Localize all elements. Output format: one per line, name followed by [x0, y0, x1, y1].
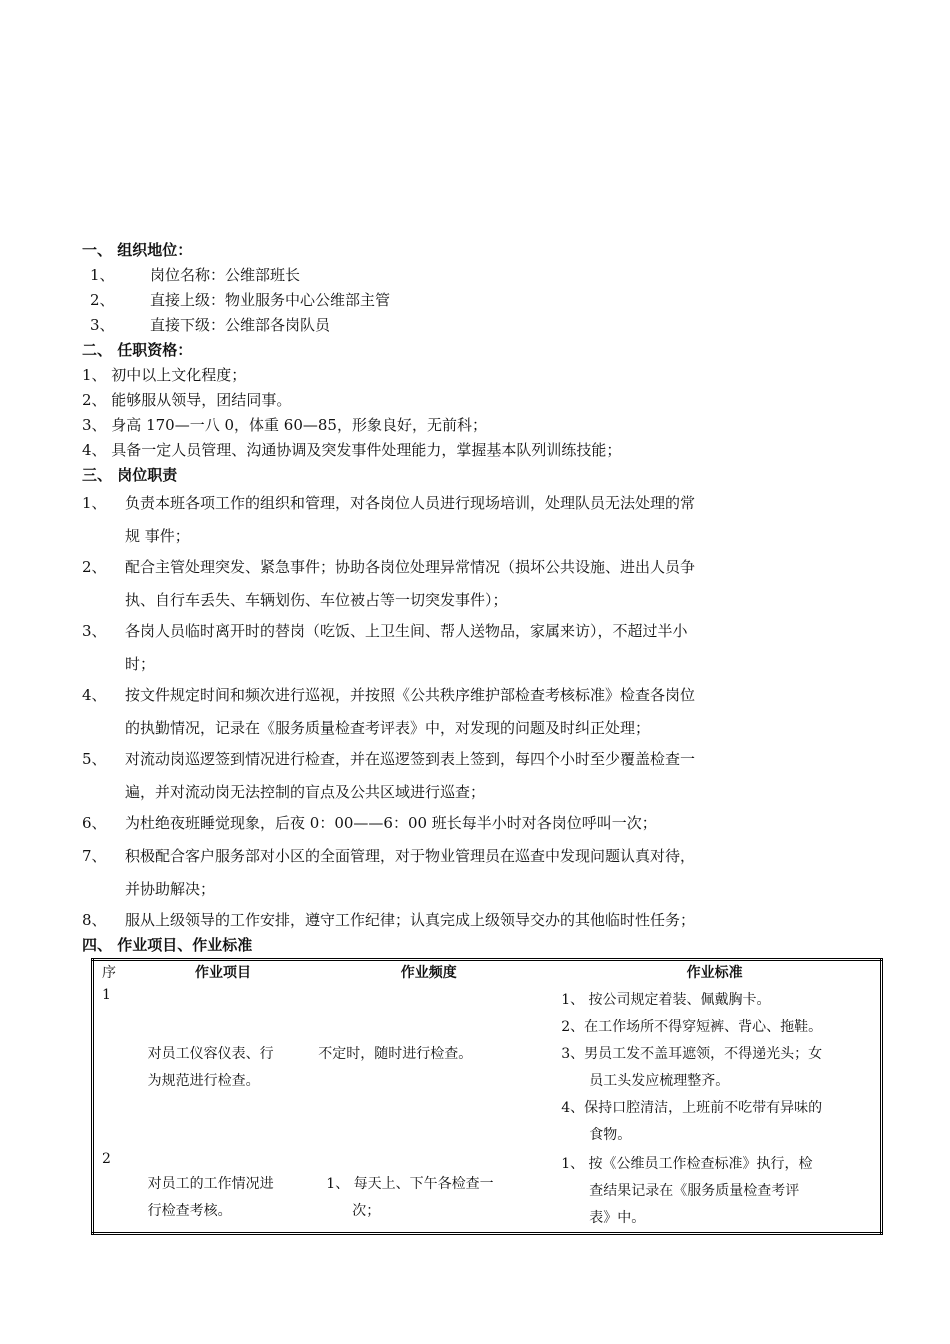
duty-num: 3、	[82, 622, 107, 640]
duty-text: 负责本班各项工作的组织和管理，对各岗位人员进行现场培训，处理队员无法处理的常	[125, 494, 696, 512]
table-row	[93, 985, 882, 1149]
standards-table	[91, 958, 883, 1235]
standard-line: 1、 按《公维员工作检查标准》执行，检	[561, 1156, 813, 1172]
duty-text: 为杜绝夜班睡觉现象，后夜 0：00——6：00 班长每半小时对各岗位呼叫一次；	[125, 814, 657, 832]
standard-line: 员工头发应梳理整齐。	[589, 1073, 730, 1089]
col-header-item: 作业项目	[194, 965, 251, 981]
duty-text: 按文件规定时间和频次进行巡视，并按照《公共秩序维护部检查考核标准》检查各岗位	[125, 686, 696, 704]
standard-line: 食物。	[589, 1127, 632, 1143]
section2-item: 4、 具备一定人员管理、沟通协调及突发事件处理能力，掌握基本队列训练技能；	[82, 441, 622, 459]
duty-text-cont: 的执勤情况，记录在《服务质量检查考评表》中，对发现的问题及时纠正处理；	[125, 719, 651, 737]
duty-num: 2、	[82, 558, 107, 576]
duty-num: 5、	[82, 750, 107, 768]
duty-text: 积极配合客户服务部对小区的全面管理，对于物业管理员在巡查中发现问题认真对待，	[125, 847, 696, 865]
section3-heading: 三、 岗位职责	[82, 466, 178, 484]
duty-num: 7、	[82, 847, 107, 865]
standard-line: 3、男员工发不盖耳遮领，不得递光头；女	[561, 1046, 823, 1062]
section2-heading: 二、 任职资格：	[82, 341, 193, 359]
section2-item: 1、 初中以上文化程度；	[82, 366, 247, 384]
duty-text-cont: 并协助解决；	[125, 880, 216, 898]
row-item-line: 对员工仪容仪表、行	[147, 1046, 274, 1062]
standard-line: 表》中。	[589, 1210, 646, 1226]
row-seq: 2	[102, 1151, 111, 1167]
duty-text-cont: 规 事件；	[125, 527, 190, 545]
section1-item-num: 1、	[90, 266, 115, 284]
section1-heading: 一、 组织地位：	[82, 241, 193, 259]
duty-num: 4、	[82, 686, 107, 704]
row-seq: 1	[102, 987, 111, 1003]
row-standard-cell	[549, 985, 881, 1149]
duty-num: 8、	[82, 911, 107, 929]
row-frequency-cell	[308, 985, 549, 1149]
row-item-line: 行检查考核。	[147, 1203, 232, 1219]
col-header-frequency: 作业频度	[400, 965, 457, 981]
col-header-standard: 作业标准	[686, 965, 743, 981]
duty-text: 服从上级领导的工作安排，遵守工作纪律；认真完成上级领导交办的其他临时性任务；	[125, 911, 696, 929]
table-row	[93, 1149, 882, 1234]
duty-num: 6、	[82, 814, 107, 832]
row-item-line: 为规范进行检查。	[147, 1073, 260, 1089]
standard-line: 2、在工作场所不得穿短裤、背心、拖鞋。	[561, 1019, 823, 1035]
table-header-row	[93, 960, 882, 986]
standard-line: 查结果记录在《服务质量检查考评	[589, 1183, 800, 1199]
section1-item-num: 3、	[90, 316, 115, 334]
section4-heading: 四、 作业项目、作业标准	[82, 936, 253, 954]
duty-text: 对流动岗巡逻签到情况进行检查，并在巡逻签到表上签到，每四个小时至少覆盖检查一	[125, 750, 696, 768]
row-frequency-line: 1、 每天上、下午各检查一	[326, 1176, 494, 1192]
row-frequency-cell	[308, 1149, 549, 1234]
standard-line: 1、 按公司规定着装、佩戴胸卡。	[561, 992, 771, 1008]
duty-text: 配合主管处理突发、紧急事件；协助各岗位处理异常情况（损坏公共设施、进出人员争	[125, 558, 696, 576]
section1-item-text: 直接下级：公维部各岗队员	[150, 316, 331, 334]
duty-text-cont: 执、自行车丢失、车辆划伤、车位被占等一切突发事件）；	[125, 591, 508, 609]
row-item-cell	[138, 1149, 309, 1234]
duty-text-cont: 时；	[125, 655, 156, 673]
row-frequency-line: 次；	[352, 1203, 381, 1219]
section1-item-num: 2、	[90, 291, 115, 309]
col-header-seq: 序	[102, 965, 116, 981]
row-frequency-line: 不定时，随时进行检查。	[318, 1046, 473, 1062]
section1-item-text: 岗位名称：公维部班长	[150, 266, 301, 284]
section2-item: 3、 身高 170—一八 0，体重 60—85，形象良好，无前科；	[82, 416, 487, 434]
section1-item-text: 直接上级：物业服务中心公维部主管	[150, 291, 391, 309]
duty-text: 各岗人员临时离开时的替岗（吃饭、上卫生间、帮人送物品，家属来访），不超过半小	[125, 622, 688, 640]
row-item-line: 对员工的工作情况进	[147, 1176, 274, 1192]
section2-item: 2、 能够服从领导，团结同事。	[82, 391, 292, 409]
standard-line: 4、保持口腔清洁，上班前不吃带有异味的	[561, 1100, 823, 1116]
row-standard-cell	[549, 1149, 881, 1234]
duty-text-cont: 遍，并对流动岗无法控制的盲点及公共区域进行巡查；	[125, 783, 486, 801]
duty-num: 1、	[82, 494, 107, 512]
row-item-cell	[138, 985, 309, 1149]
